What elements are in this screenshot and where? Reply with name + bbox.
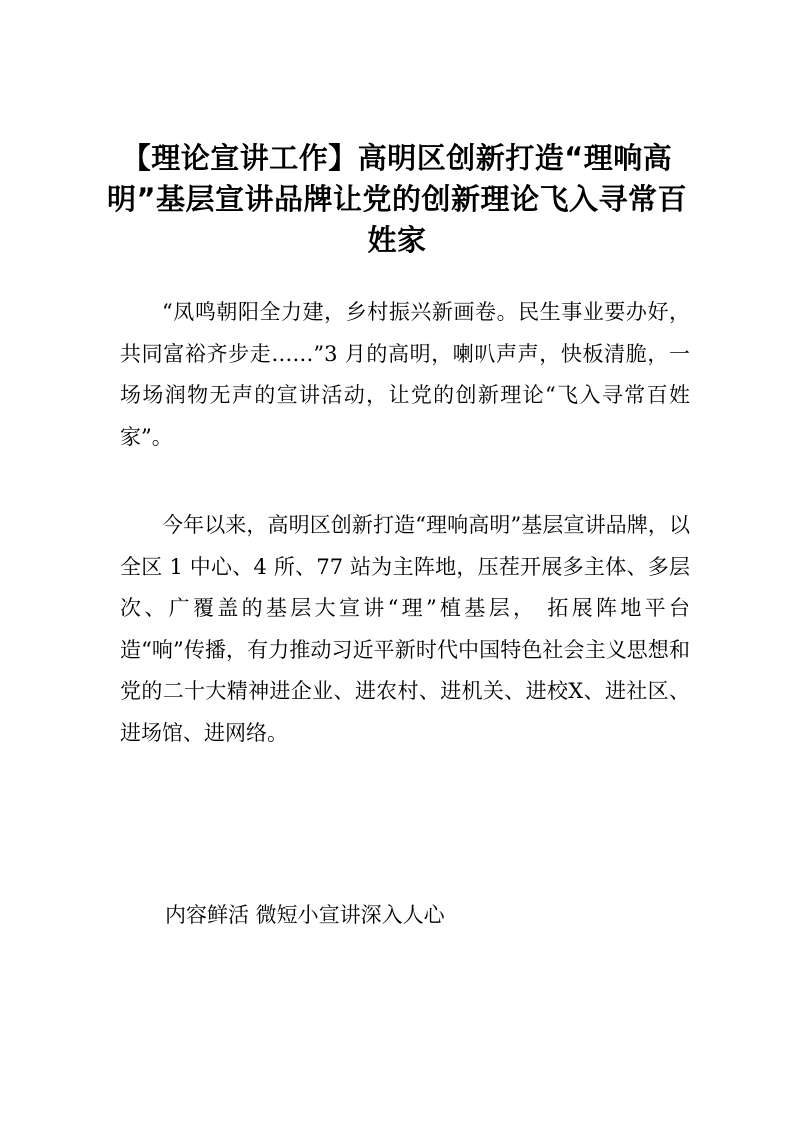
- document-title: 【理论宣讲工作】高明区创新打造“理响高明”基层宣讲品牌让党的创新理论飞入寻常百姓家: [106, 141, 688, 257]
- section-subheading: 内容鲜活 微短小宣讲深入人心: [165, 903, 445, 927]
- paragraph-2: 今年以来，高明区创新打造“理响高明”基层宣讲品牌，以全区 1 中心、4 所、77 站为主阵地，压茬开展多主体、多层次、广覆盖的基层大宣讲“理”植基层， 拓展阵地平台造“响”传播，有力推动习近平新时代中国特色社会主义思想和党的二十大精神进企业、进农村、进机关、进校X、进社区、进场馆、进网络。: [120, 513, 690, 745]
- paragraph-1: “凤鸣朝阳全力建，乡村振兴新画卷。民生事业要办好，共同富裕齐步走……”3 月的高明，喇叭声声，快板清脆，一场场润物无声的宣讲活动，让党的创新理论“飞入寻常百姓家”。: [120, 300, 690, 449]
